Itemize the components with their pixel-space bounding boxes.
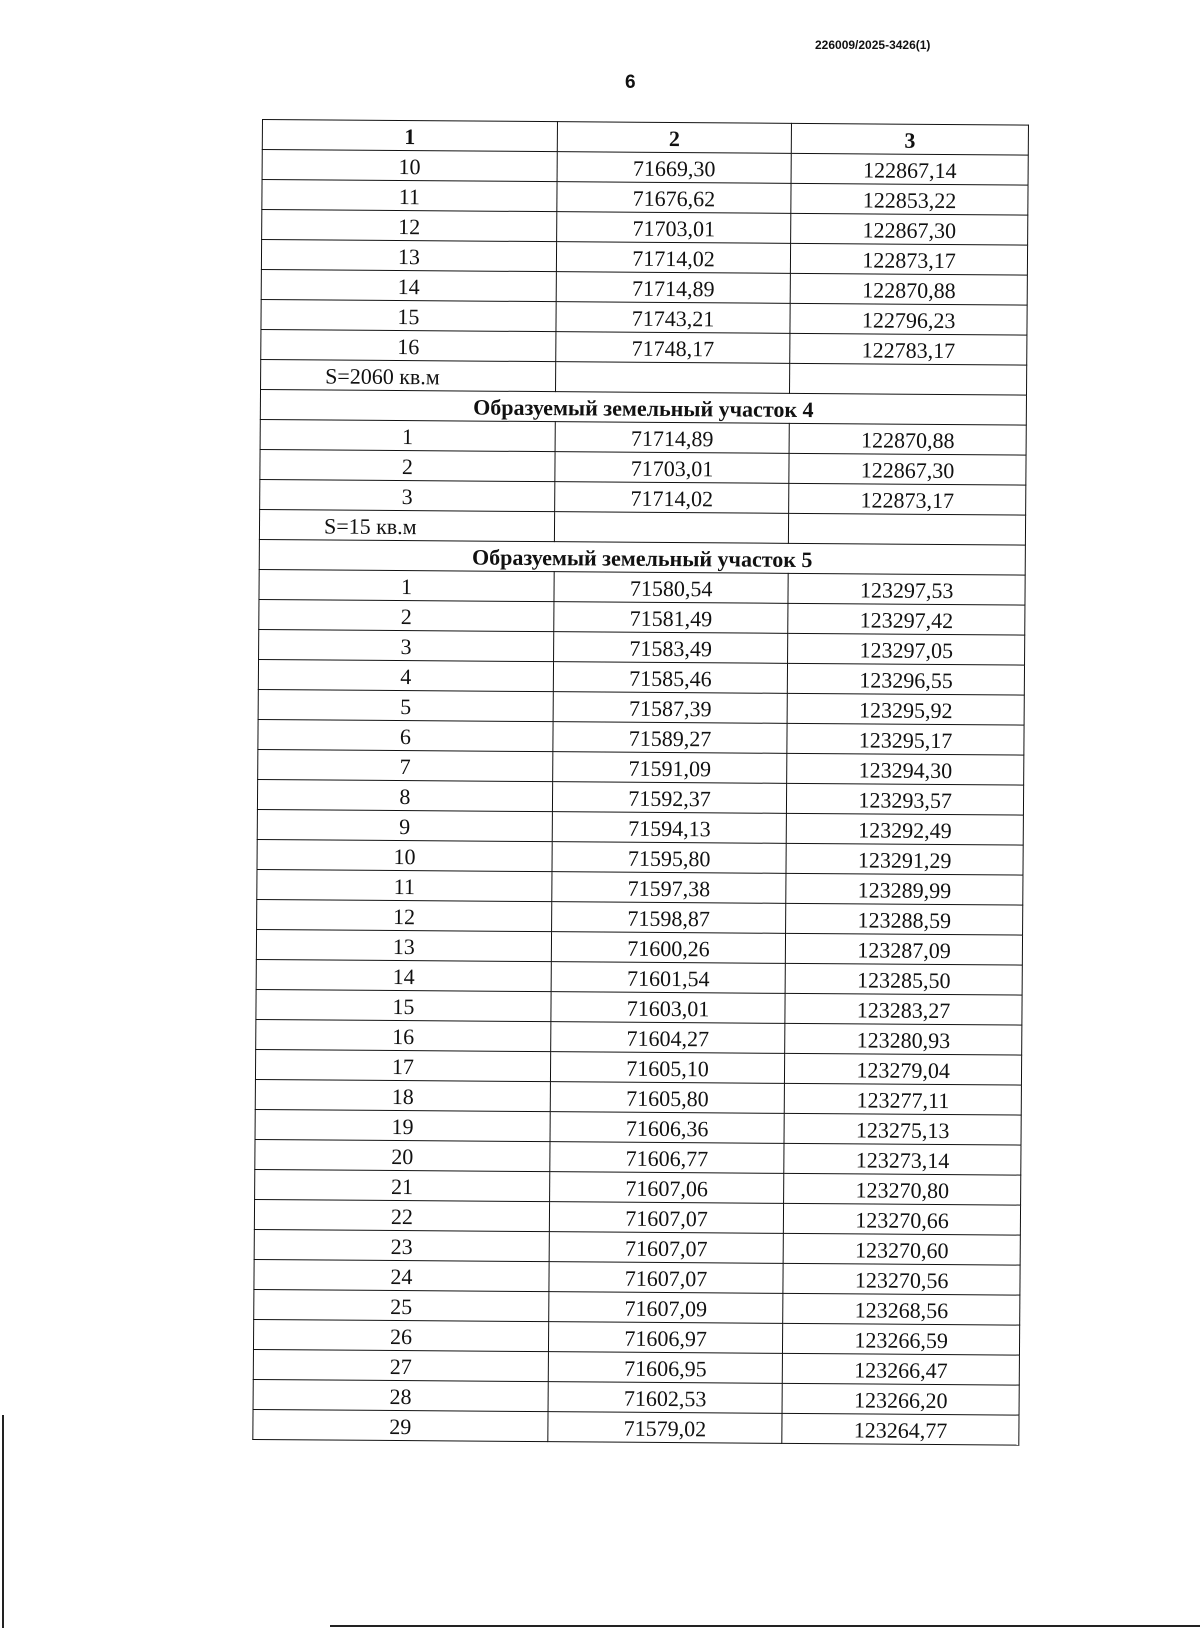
area-value: S=2060 кв.м xyxy=(261,359,556,391)
y-coordinate: 122853,22 xyxy=(791,183,1028,215)
point-number: 27 xyxy=(253,1349,548,1381)
point-number: 22 xyxy=(254,1199,549,1231)
y-coordinate: 123280,93 xyxy=(785,1023,1022,1055)
y-coordinate: 123264,77 xyxy=(782,1413,1019,1445)
point-number: 6 xyxy=(258,719,553,751)
area-row xyxy=(261,359,1027,395)
point-number: 16 xyxy=(256,1019,551,1051)
point-number: 2 xyxy=(260,449,555,481)
point-number: 29 xyxy=(253,1409,548,1441)
point-number: 21 xyxy=(255,1169,550,1201)
point-number: 19 xyxy=(255,1109,550,1141)
point-number: 14 xyxy=(261,269,556,301)
point-number: 12 xyxy=(257,899,552,931)
y-coordinate: 123295,92 xyxy=(787,693,1024,725)
point-number: 3 xyxy=(259,629,554,661)
point-number: 14 xyxy=(256,959,551,991)
y-coordinate: 122873,17 xyxy=(791,243,1028,275)
empty-cell xyxy=(789,513,1026,545)
point-number: 25 xyxy=(254,1289,549,1321)
x-coordinate: 71589,27 xyxy=(553,722,788,754)
point-number: 13 xyxy=(261,240,556,272)
point-number: 1 xyxy=(259,569,554,601)
x-coordinate: 71703,01 xyxy=(556,212,791,244)
point-number: 20 xyxy=(255,1139,550,1171)
x-coordinate: 71606,97 xyxy=(548,1322,783,1354)
point-number: 28 xyxy=(253,1379,548,1411)
x-coordinate: 71607,07 xyxy=(549,1232,784,1264)
x-coordinate: 71595,80 xyxy=(552,842,787,874)
x-coordinate: 71591,09 xyxy=(553,752,788,784)
x-coordinate: 71600,26 xyxy=(551,932,786,964)
y-coordinate: 123291,29 xyxy=(786,843,1023,875)
y-coordinate: 123270,80 xyxy=(784,1173,1021,1205)
empty-cell xyxy=(554,512,789,544)
coordinates-table xyxy=(252,119,1029,1446)
x-coordinate: 71607,07 xyxy=(549,1262,784,1294)
x-coordinate: 71607,07 xyxy=(549,1202,784,1234)
x-coordinate: 71607,09 xyxy=(549,1292,784,1324)
point-number: 7 xyxy=(258,749,553,781)
y-coordinate: 122796,23 xyxy=(790,303,1027,335)
y-coordinate: 123288,59 xyxy=(786,903,1023,935)
document-number: 226009/2025-3426(1) xyxy=(815,38,931,52)
y-coordinate: 123296,55 xyxy=(788,663,1025,695)
y-coordinate: 123283,27 xyxy=(785,993,1022,1025)
point-number: 17 xyxy=(255,1049,550,1081)
x-coordinate: 71594,13 xyxy=(552,812,787,844)
point-number: 15 xyxy=(256,989,551,1021)
y-coordinate: 122873,17 xyxy=(789,483,1026,515)
y-coordinate: 123297,42 xyxy=(788,603,1025,635)
x-coordinate: 71580,54 xyxy=(554,572,789,604)
coordinates-table-body xyxy=(253,120,1029,1446)
y-coordinate: 122870,88 xyxy=(790,273,1027,305)
point-number: 23 xyxy=(254,1229,549,1261)
area-row xyxy=(259,509,1025,545)
empty-cell xyxy=(790,363,1027,395)
x-coordinate: 71579,02 xyxy=(548,1412,783,1444)
section-title: Образуемый земельный участок 5 xyxy=(259,539,1025,575)
y-coordinate: 123277,11 xyxy=(784,1083,1021,1115)
point-number: 1 xyxy=(260,419,555,451)
y-coordinate: 122867,14 xyxy=(791,153,1028,185)
x-coordinate: 71585,46 xyxy=(553,662,788,694)
y-coordinate: 123266,59 xyxy=(783,1323,1020,1355)
empty-cell xyxy=(555,362,790,394)
x-coordinate: 71607,06 xyxy=(549,1172,784,1204)
column-header-y: 3 xyxy=(792,123,1029,155)
x-coordinate: 71714,89 xyxy=(555,422,790,454)
x-coordinate: 71601,54 xyxy=(551,962,786,994)
x-coordinate: 71581,49 xyxy=(554,602,789,634)
y-coordinate: 123266,20 xyxy=(782,1383,1019,1415)
point-number: 16 xyxy=(261,329,556,361)
y-coordinate: 123295,17 xyxy=(787,723,1024,755)
x-coordinate: 71587,39 xyxy=(553,692,788,724)
x-coordinate: 71606,77 xyxy=(550,1142,785,1174)
point-number: 26 xyxy=(253,1319,548,1351)
y-coordinate: 123279,04 xyxy=(785,1053,1022,1085)
x-coordinate: 71597,38 xyxy=(552,872,787,904)
y-coordinate: 123270,60 xyxy=(783,1233,1020,1265)
y-coordinate: 123285,50 xyxy=(785,963,1022,995)
y-coordinate: 123294,30 xyxy=(787,753,1024,785)
x-coordinate: 71604,27 xyxy=(551,1022,786,1054)
x-coordinate: 71605,10 xyxy=(550,1052,785,1084)
x-coordinate: 71606,36 xyxy=(550,1112,785,1144)
y-coordinate: 122867,30 xyxy=(791,213,1028,245)
y-coordinate: 123289,99 xyxy=(786,873,1023,905)
point-number: 5 xyxy=(258,689,553,721)
y-coordinate: 123270,66 xyxy=(784,1203,1021,1235)
y-coordinate: 123270,56 xyxy=(783,1263,1020,1295)
y-coordinate: 123273,14 xyxy=(784,1143,1021,1175)
point-number: 11 xyxy=(257,869,552,901)
x-coordinate: 71605,80 xyxy=(550,1082,785,1114)
point-number: 9 xyxy=(257,809,552,841)
table-row xyxy=(253,1409,1019,1445)
x-coordinate: 71714,02 xyxy=(554,482,789,514)
point-number: 8 xyxy=(257,779,552,811)
x-coordinate: 71703,01 xyxy=(555,452,790,484)
y-coordinate: 122783,17 xyxy=(790,333,1027,365)
y-coordinate: 122870,88 xyxy=(789,423,1026,455)
point-number: 4 xyxy=(258,659,553,691)
y-coordinate: 123287,09 xyxy=(786,933,1023,965)
y-coordinate: 123292,49 xyxy=(786,813,1023,845)
point-number: 12 xyxy=(262,210,557,242)
section-title: Образуемый земельный участок 4 xyxy=(260,389,1026,425)
point-number: 10 xyxy=(257,839,552,871)
y-coordinate: 123297,53 xyxy=(788,573,1025,605)
x-coordinate: 71592,37 xyxy=(552,782,787,814)
point-number: 2 xyxy=(259,599,554,631)
y-coordinate: 123275,13 xyxy=(784,1113,1021,1145)
x-coordinate: 71583,49 xyxy=(553,632,788,664)
point-number: 24 xyxy=(254,1259,549,1291)
x-coordinate: 71603,01 xyxy=(551,992,786,1024)
point-number: 10 xyxy=(262,150,557,182)
point-number: 3 xyxy=(260,479,555,511)
area-value: S=15 кв.м xyxy=(259,509,554,541)
x-coordinate: 71748,17 xyxy=(556,332,791,364)
point-number: 11 xyxy=(262,180,557,212)
x-coordinate: 71669,30 xyxy=(557,152,792,184)
y-coordinate: 122867,30 xyxy=(789,453,1026,485)
x-coordinate: 71676,62 xyxy=(557,182,792,214)
y-coordinate: 123297,05 xyxy=(788,633,1025,665)
point-number: 18 xyxy=(255,1079,550,1111)
y-coordinate: 123268,56 xyxy=(783,1293,1020,1325)
x-coordinate: 71743,21 xyxy=(556,302,791,334)
y-coordinate: 123266,47 xyxy=(783,1353,1020,1385)
column-header-x: 2 xyxy=(557,122,792,154)
x-coordinate: 71714,89 xyxy=(556,272,791,304)
x-coordinate: 71714,02 xyxy=(556,242,791,274)
x-coordinate: 71602,53 xyxy=(548,1382,783,1414)
y-coordinate: 123293,57 xyxy=(787,783,1024,815)
x-coordinate: 71598,87 xyxy=(551,902,786,934)
point-number: 15 xyxy=(261,299,556,331)
x-coordinate: 71606,95 xyxy=(548,1352,783,1384)
column-header-number: 1 xyxy=(262,120,557,152)
point-number: 13 xyxy=(256,929,551,961)
page-number: 6 xyxy=(625,72,636,93)
